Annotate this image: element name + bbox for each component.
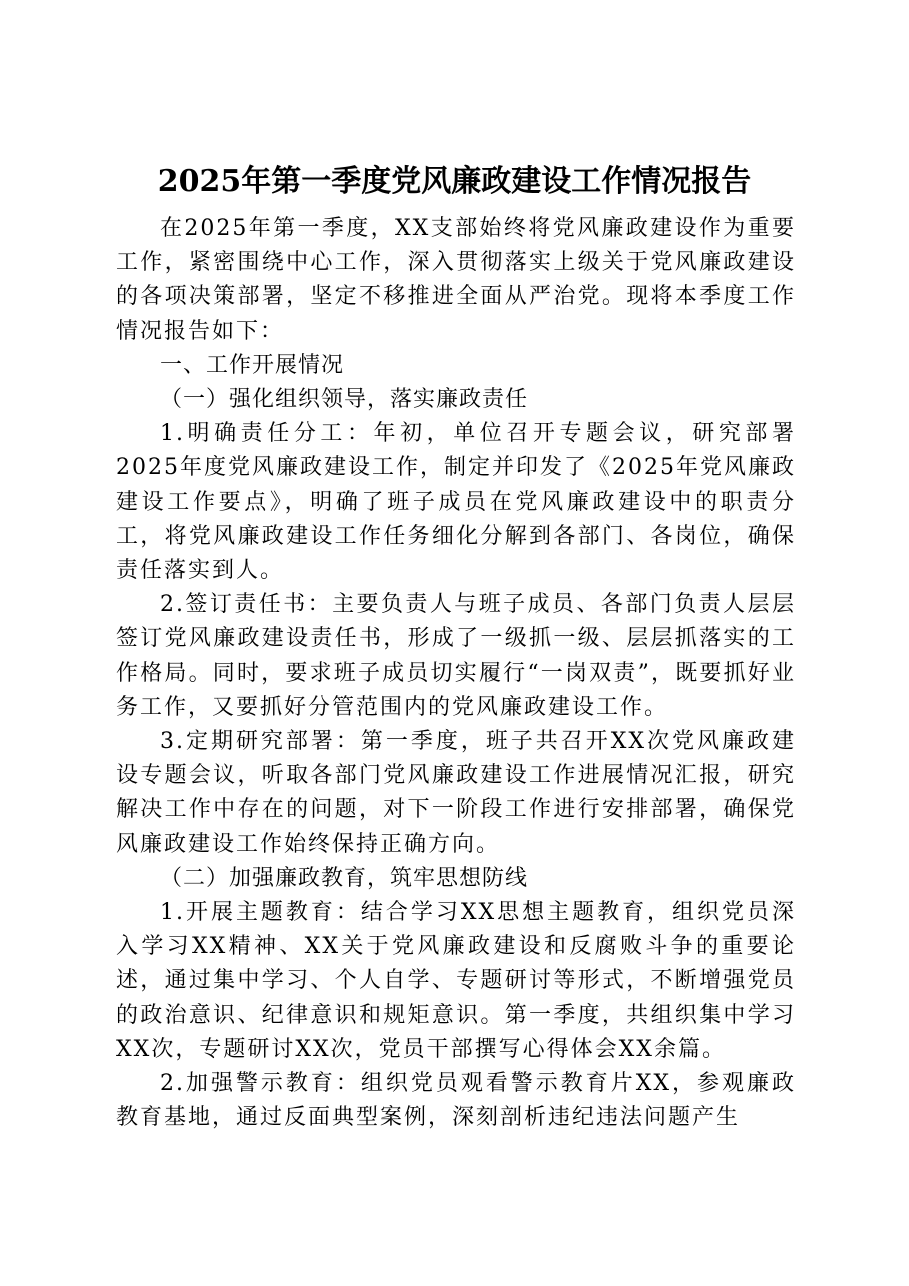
section-heading-work-progress: 一、工作开展情况 — [160, 352, 345, 378]
subsection-heading-organization: （一）强化组织领导，落实廉政责任 — [160, 387, 529, 413]
document-body — [116, 212, 796, 1135]
paragraph-responsibility-letter: 2.签订责任书：主要负责人与班子成员、各部门负责人层层签订党风廉政建设责任书，形成了一级抓一级、层层抓落实的工作格局。同时，要求班子成员切实履行“一岗双责”，既要抓好业务工作，又要抓好分管范围内的党风廉政建设工作。 — [116, 592, 796, 720]
paragraph-regular-deployment: 3.定期研究部署：第一季度，班子共召开XX次党风廉政建设专题会议，听取各部门党风廉政建设工作进展情况汇报，研究解决工作中存在的问题，对下一阶段工作进行安排部署，确保党风廉政建设工作始终保持正确方向。 — [116, 729, 796, 857]
paragraph-theme-education: 1.开展主题教育：结合学习XX思想主题教育，组织党员深入学习XX精神、XX关于党风廉政建设和反腐败斗争的重要论述，通过集中学习、个人自学、专题研讨等形式，不断增强党员的政治意识、纪律意识和规矩意识。第一季度，共组织集中学习XX次，专题研讨XX次，党员干部撰写心得体会XX余篇。 — [116, 900, 796, 1062]
subsection-heading-education: （二）加强廉政教育，筑牢思想防线 — [160, 865, 529, 891]
paragraph-warning-education: 2.加强警示教育：组织党员观看警示教育片XX，参观廉政教育基地，通过反面典型案例，深刻剖析违纪违法问题产生 — [116, 1071, 796, 1131]
paragraph-responsibility-division: 1.明确责任分工：年初，单位召开专题会议，研究部署2025年度党风廉政建设工作，制定并印发了《2025年党风廉政建设工作要点》，明确了班子成员在党风廉政建设中的职责分工，将党风廉政建设工作任务细化分解到各部门、各岗位，确保责任落实到人。 — [116, 421, 796, 584]
intro-paragraph: 在2025年第一季度，XX支部始终将党风廉政建设作为重要工作，紧密围绕中心工作，深入贯彻落实上级关于党风廉政建设的各项决策部署，坚定不移推进全面从严治党。现将本季度工作情况报告如下： — [116, 216, 796, 344]
document-title: 2025年第一季度党风廉政建设工作情况报告 — [157, 164, 752, 199]
